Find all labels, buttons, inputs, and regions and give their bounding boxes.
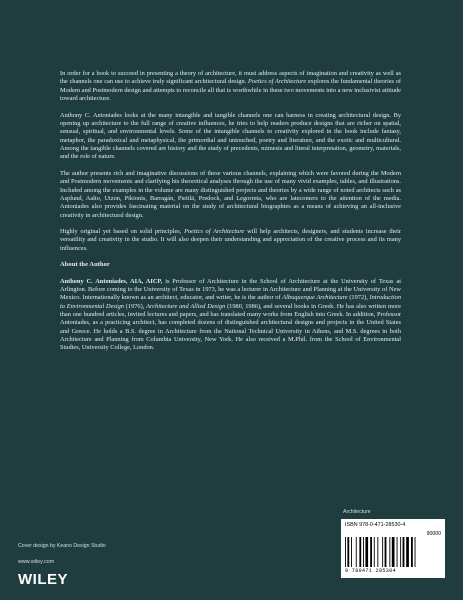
price-code: 90000 bbox=[426, 531, 441, 537]
footer-credits bbox=[18, 543, 106, 565]
intro-paragraph: In order for a book to succeed in presenting a theory of architecture, it must address aspects of imagination and creativity as well as the channels one can use to achieve truly significant architectural design. Poetics of Architecture explores the fundamental theories of Modern and Postmodern design and attempts to reconcile all that is worthwhile in these two movements into a new inclusivist attitude toward architecture. bbox=[60, 70, 401, 103]
about-author-heading: About the Author bbox=[60, 261, 110, 269]
isbn-label: ISBN 978-0-471-28530-4 bbox=[345, 522, 406, 528]
author-name: Anthony C. Antoniades, AIA, AICP, bbox=[60, 277, 163, 285]
wiley-logo: WILEY bbox=[18, 571, 68, 588]
audience-paragraph: Highly original yet based on solid principles, Poetics of Architecture will help architects, designers, and students increase their versatility and creativity in the studio. It will also deepen their understanding and appreciation of the creative process and its many influences. bbox=[60, 228, 401, 252]
book-title: Poetics of Architecture bbox=[184, 228, 245, 236]
author-bio: Anthony C. Antoniades, AIA, AICP, is Professor of Architecture in the School of Architecture at the University of Texas at Arlington. Before coming to the University of Texas in 1973, he was a lecturer in Architecture and Planning at the University of New Mexico. Internationally known as an architect, educator, and writer, he is the author of Albuquerque Architecture (1972), Introduction to Environmental Design (1976), Architecture and Allied Design (1980, 1986), and several books in Greek. He has also written more than one hundred articles, invited lectures and papers, and has translated many works from English into Greek. In addition, Professor Antoniades, as a practicing architect, has completed dozens of distinguished architectural designs and projects in the United States and Greece. He holds a B.S. degree in Architecture from the National Technical University in Athens, and M.S. degrees in both Architecture and Planning from Columbia University, New York. He also received a M.Phil. from the School of Environmental Studies, University College, London. bbox=[60, 277, 402, 352]
book-title: Poetics of Architecture bbox=[248, 78, 307, 86]
barcode-icon bbox=[345, 537, 441, 567]
description-text-block bbox=[60, 70, 401, 361]
barcode-box bbox=[341, 519, 445, 578]
barcode-number: 9 780471 285304 bbox=[345, 568, 397, 574]
examples-paragraph: The author presents rich and imaginative discussions of these various channels, explaining which were favored during the Modern and Postmodern movements and clarifying his theoretical analyses through the use of many vivid examples, tables, and illustrations. Included among the examples in the volume are many distinguished projects and theories by a wide range of noted architects such as Asplund, Aalto, Utzon, Pikionis, Barragán, Pietilä, Predock, and Legorreta, who are latecomers to the attention of the media. Antoniades also provides fascinating material on the study of architectural biographies as a means of achieving an all-inclusive creativity in architectural design. bbox=[60, 169, 401, 219]
subject-category: Architecture bbox=[343, 509, 371, 515]
channels-paragraph: Anthony C. Antoniades looks at the many intangible and tangible channels one can harness in creating architectural design. By opening up architecture to the full range of creative influences, he tries to help readers produce designs that are richer on spatial, sensual, spiritual, and environmental levels. Some of the intangible channels to creativity explored in the book include fantasy, metaphor, the paradoxical and metaphysical, the primordial and untouched, poetry and literature, and the exotic and multicultural. Among the tangible channels covered are history and the study of precedents, mimesis and literal interpretation, geometry, materials, and the role of nature. bbox=[60, 111, 401, 161]
publisher-website: www.wiley.com bbox=[18, 559, 55, 565]
cover-design-credit: Cover design by Keano Design Studio bbox=[18, 543, 106, 549]
